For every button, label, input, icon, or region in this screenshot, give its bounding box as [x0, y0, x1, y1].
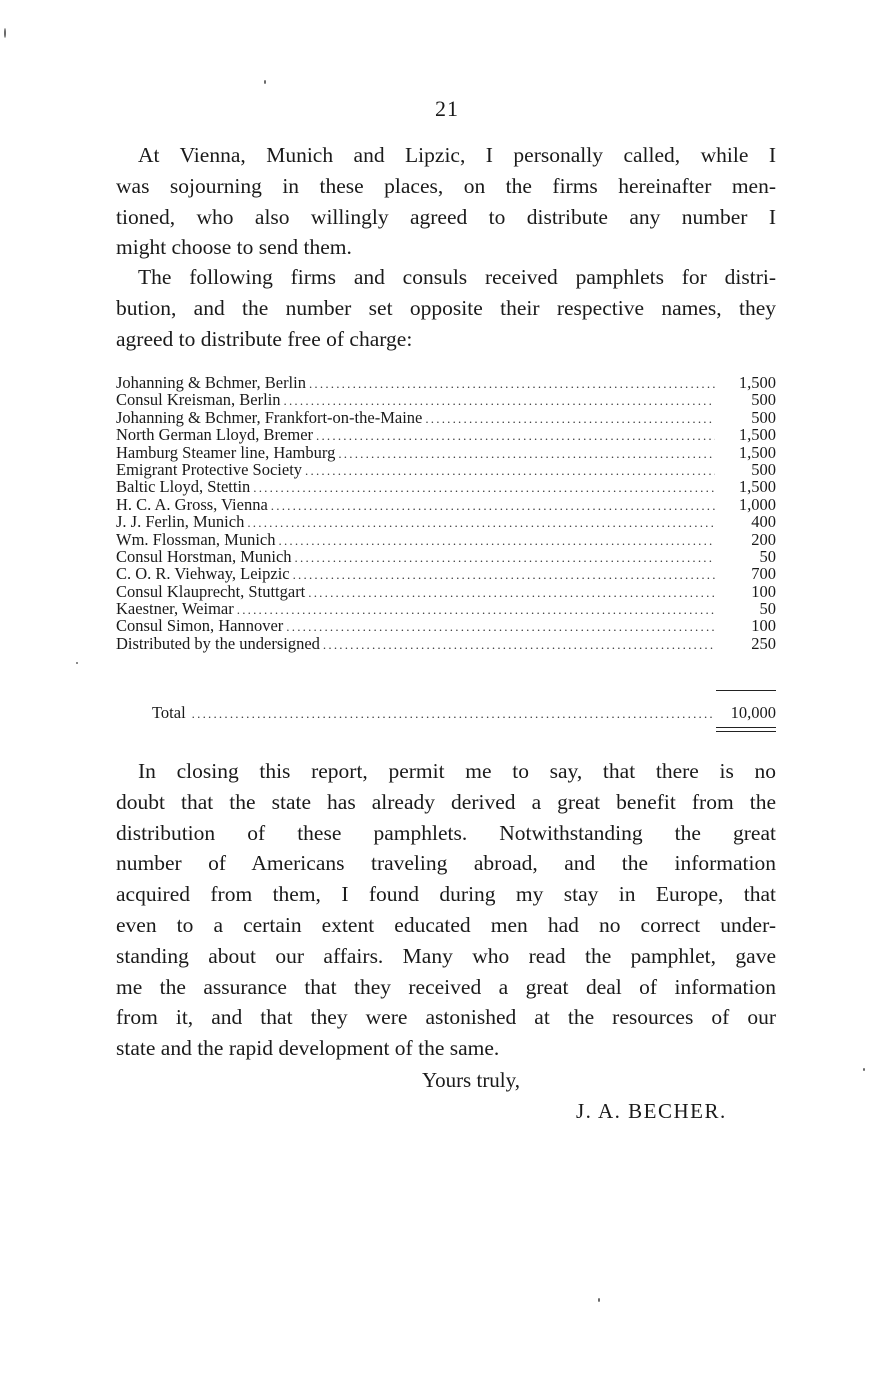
- distribution-row: [116, 565, 776, 582]
- text-line: number of Americans traveling abroad, and the information: [116, 851, 776, 876]
- recipient-name: Kaestner, Weimar: [116, 599, 234, 619]
- pamphlet-count: 1,000: [738, 494, 776, 514]
- leader-dots: [293, 566, 715, 583]
- text-line: acquired from them, I found during my stay in Europe, that: [116, 882, 776, 907]
- recipient-name: Johanning & Bchmer, Berlin: [116, 373, 306, 392]
- text-line: agreed to distribute free of charge:: [116, 326, 413, 351]
- intro-paragraph: [116, 140, 776, 263]
- distribution-row: [116, 513, 776, 530]
- pamphlet-count: 50: [759, 546, 776, 566]
- scan-speck: [4, 28, 6, 38]
- text-line: bution, and the number set opposite their respective names, they: [116, 295, 776, 320]
- closing-salutation: Yours truly,: [422, 1068, 521, 1092]
- recipient-name: Emigrant Protective Society: [116, 459, 303, 479]
- list-intro-paragraph: [116, 262, 776, 354]
- pamphlet-count: 500: [751, 407, 776, 427]
- leader-dots: [286, 618, 715, 635]
- pamphlet-count: 1,500: [738, 442, 776, 462]
- distribution-row: [116, 391, 776, 408]
- text-line: standing about our affairs. Many who read the pamphlet, gave: [116, 943, 776, 968]
- text-line: might choose to send them.: [116, 235, 352, 260]
- distribution-list: [116, 374, 776, 652]
- pamphlet-count: 1,500: [738, 477, 776, 497]
- total-value: 10,000: [730, 703, 776, 722]
- scan-speck: [598, 1298, 600, 1302]
- text-line: doubt that the state has already derived a great benefit from the: [116, 789, 776, 814]
- page-number: 21: [435, 96, 459, 121]
- recipient-name: Consul Horstman, Munich: [116, 546, 292, 566]
- total-label: Total: [152, 703, 186, 722]
- recipient-name: H. C. A. Gross, Vienna: [116, 494, 268, 514]
- distribution-row: [116, 409, 776, 426]
- distribution-row: [116, 617, 776, 634]
- pamphlet-count: 500: [751, 390, 776, 410]
- recipient-name: C. O. R. Viehway, Leipzic: [116, 564, 290, 584]
- leader-dots: [279, 532, 716, 549]
- distribution-row: [116, 461, 776, 478]
- recipient-name: J. J. Ferlin, Munich: [116, 512, 245, 532]
- pamphlet-count: 100: [751, 581, 776, 601]
- distribution-row: [116, 426, 776, 443]
- text-line: was sojourning in these places, on the firms hereinafter men-: [116, 173, 776, 198]
- leader-dots: [305, 462, 715, 479]
- text-line: even to a certain extent educated men had no correct under-: [116, 912, 776, 937]
- text-line: The following firms and consuls received pamphlets for distri-: [138, 265, 776, 289]
- leader-dots: [338, 445, 715, 462]
- pamphlet-count: 50: [759, 599, 776, 619]
- scan-speck: [264, 80, 266, 84]
- pamphlet-count: 1,500: [738, 373, 776, 392]
- recipient-name: Baltic Lloyd, Stettin: [116, 477, 251, 497]
- leader-dots: [253, 479, 715, 496]
- scan-speck: [863, 1068, 865, 1071]
- recipient-name: Johanning & Bchmer, Frankfort-on-the-Maine: [116, 407, 423, 427]
- recipient-name: Hamburg Steamer line, Hamburg: [116, 442, 336, 462]
- text-line: tioned, who also willingly agreed to distribute any number I: [116, 204, 776, 229]
- pamphlet-count: 250: [751, 633, 776, 653]
- sum-rule: [716, 690, 776, 691]
- text-line: distribution of these pamphlets. Notwithstanding the great: [116, 820, 776, 845]
- distribution-row: [116, 531, 776, 548]
- recipient-name: North German Lloyd, Bremer: [116, 425, 314, 445]
- leader-dots: [192, 706, 712, 722]
- total-double-rule: [716, 727, 776, 732]
- pamphlet-count: 400: [751, 512, 776, 532]
- pamphlet-count: 1,500: [738, 425, 776, 445]
- leader-dots: [323, 636, 715, 653]
- recipient-name: Consul Simon, Hannover: [116, 616, 284, 636]
- text-line: At Vienna, Munich and Lipzic, I personally called, while I: [138, 143, 776, 167]
- distribution-row: [116, 444, 776, 461]
- distribution-row: [116, 496, 776, 513]
- total-row: [152, 703, 776, 723]
- recipient-name: Consul Kreisman, Berlin: [116, 390, 281, 410]
- distribution-row: [116, 548, 776, 565]
- leader-dots: [271, 497, 715, 514]
- recipient-name: Wm. Flossman, Munich: [116, 529, 276, 549]
- scan-speck: [76, 662, 78, 664]
- signature: J. A. BECHER.: [576, 1099, 727, 1123]
- text-line: me the assurance that they received a great deal of information: [116, 974, 776, 999]
- pamphlet-count: 700: [751, 564, 776, 584]
- text-line: In closing this report, permit me to say, that there is no: [138, 759, 776, 783]
- leader-dots: [316, 427, 715, 444]
- leader-dots: [295, 549, 715, 566]
- recipient-name: Consul Klauprecht, Stuttgart: [116, 581, 306, 601]
- text-line: from it, and that they were astonished at the resources of our: [116, 1005, 776, 1030]
- distribution-row: [116, 583, 776, 600]
- text-line: state and the rapid development of the same.: [116, 1036, 500, 1061]
- pamphlet-count: 100: [751, 616, 776, 636]
- distribution-row: [116, 635, 776, 652]
- leader-dots: [247, 514, 715, 531]
- leader-dots: [425, 410, 715, 427]
- pamphlet-count: 500: [751, 459, 776, 479]
- distribution-row: [116, 600, 776, 617]
- leader-dots: [237, 601, 715, 618]
- leader-dots: [309, 375, 715, 392]
- leader-dots: [308, 584, 715, 601]
- distribution-row: [116, 374, 776, 391]
- recipient-name: Distributed by the undersigned: [116, 633, 320, 653]
- pamphlet-count: 200: [751, 529, 776, 549]
- closing-paragraph: [116, 756, 776, 1064]
- distribution-row: [116, 478, 776, 495]
